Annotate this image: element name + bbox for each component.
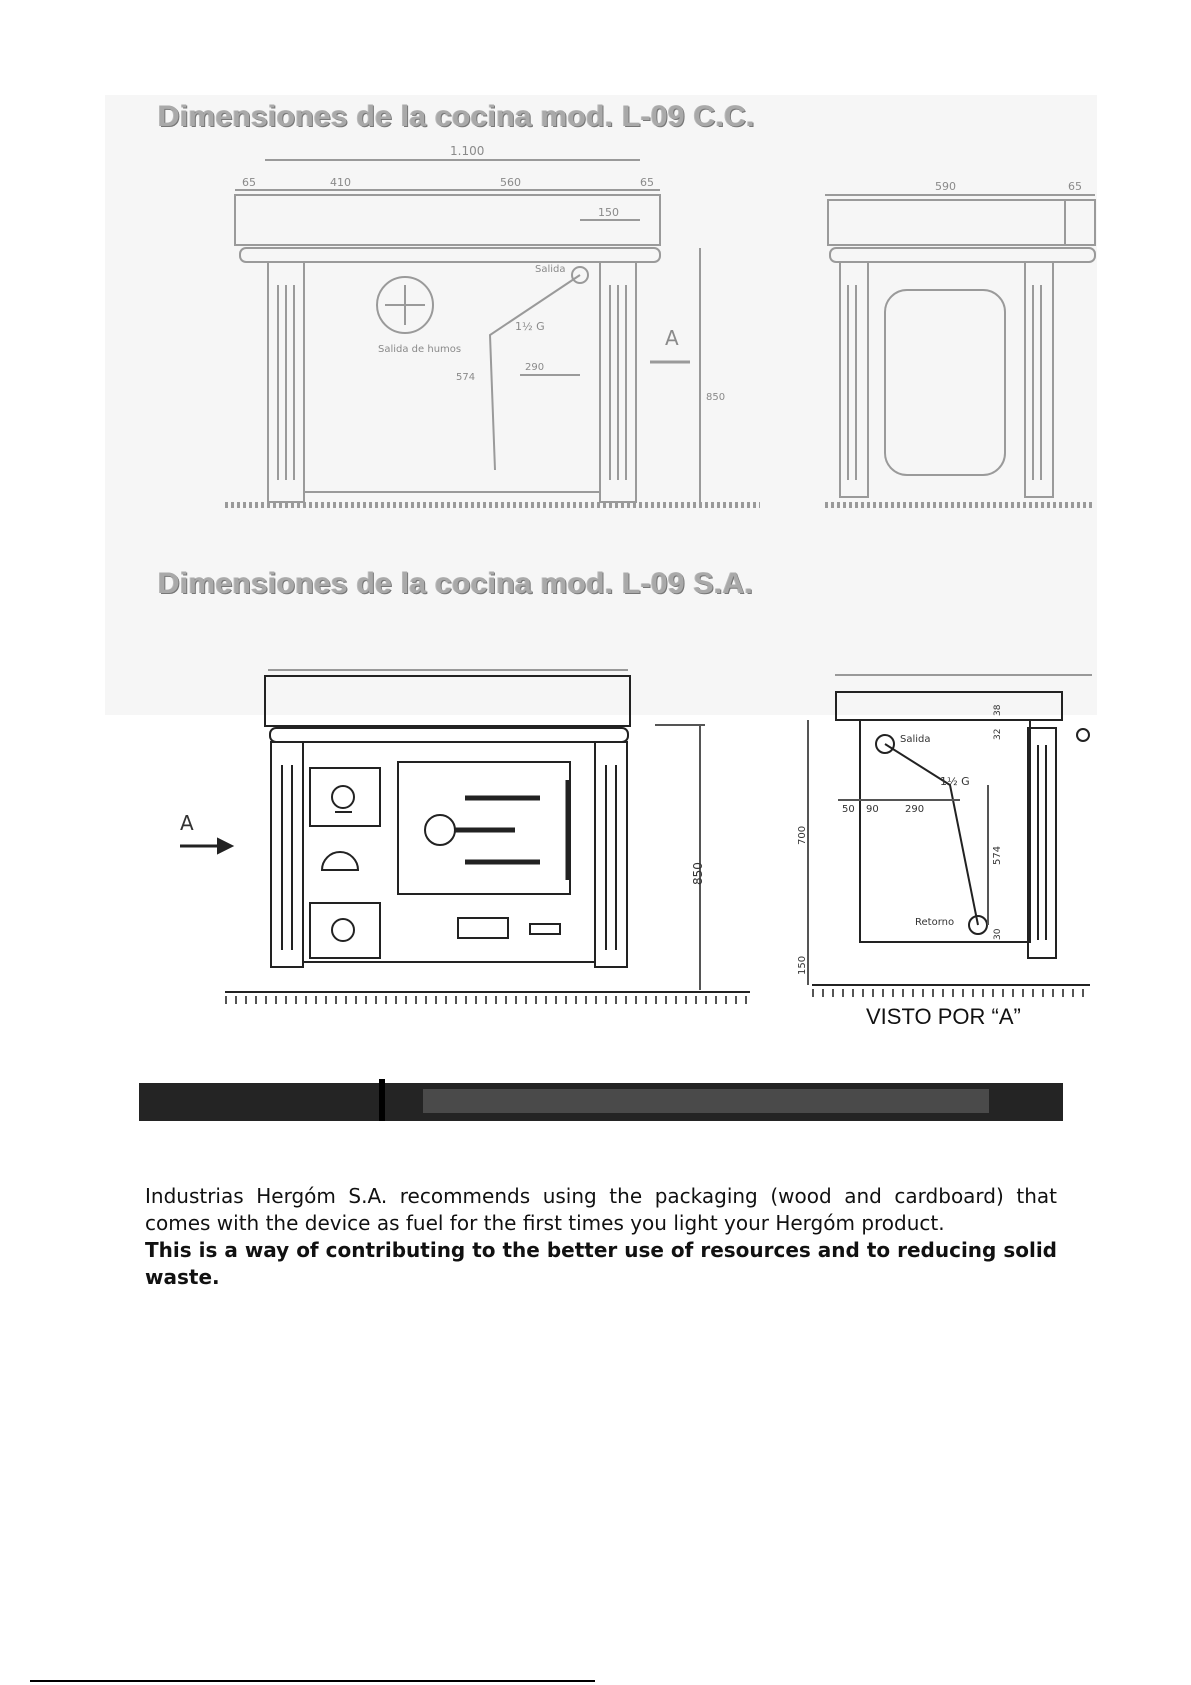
side-dim-depth: 590 xyxy=(935,180,956,193)
sa-dim-50: 50 xyxy=(842,804,855,815)
dim-return-offset: 290 xyxy=(525,362,545,373)
label-salida-de-humos: Salida de humos xyxy=(378,344,462,355)
dim-right-edge: 65 xyxy=(640,176,654,189)
sa-dim-150: 150 xyxy=(797,955,808,975)
sa-dim-total-height: 850 xyxy=(691,862,705,885)
sa-dim-32: 32 xyxy=(993,728,1003,740)
dim-left-edge: 65 xyxy=(242,176,256,189)
sa-dim-700: 700 xyxy=(797,825,808,845)
sa-dim-290: 290 xyxy=(905,804,925,815)
sa-dim-38: 38 xyxy=(993,704,1003,716)
recycling-emphasis: This is a way of contributing to the better use of resources and to reducing solid waste. xyxy=(145,1238,1057,1289)
sa-front-view xyxy=(180,670,750,1000)
dim-outlet-offset: 150 xyxy=(598,206,619,219)
section-banner xyxy=(139,1083,1063,1121)
arrow-a-label-sa: A xyxy=(180,811,194,835)
dim-pillar-height: 574 xyxy=(456,372,476,383)
dim-total-height: 850 xyxy=(706,392,726,403)
sa-label-salida: Salida xyxy=(900,734,931,745)
heading-model-sa: Dimensiones de la cocina mod. L-09 S.A. xyxy=(158,567,754,600)
sa-dim-90: 90 xyxy=(866,804,879,815)
banner-inner-bar xyxy=(423,1089,989,1113)
caption-visto-por-a: VISTO POR “A” xyxy=(866,1004,1021,1029)
sa-dim-30: 30 xyxy=(993,928,1003,940)
cc-side-view xyxy=(825,195,1095,505)
side-dim-edge: 65 xyxy=(1068,180,1082,193)
heading-model-cc: Dimensiones de la cocina mod. L-09 C.C. xyxy=(158,100,755,133)
label-salida: Salida xyxy=(535,264,566,275)
label-pipe: 1½ G xyxy=(515,320,545,333)
sa-side-view xyxy=(808,675,1092,993)
sa-label-pipe: 1½ G xyxy=(940,775,970,788)
dim-left-span: 410 xyxy=(330,176,351,189)
sa-side-labels xyxy=(797,704,1003,975)
recycling-body: Industrias Hergóm S.A. recommends using the packaging (wood and cardboard) that comes with the device as fuel for the first times you light your Hergóm product. xyxy=(145,1184,1057,1235)
dim-total-width: 1.100 xyxy=(450,144,485,158)
cc-front-labels xyxy=(242,144,725,403)
arrow-a-label: A xyxy=(665,326,679,350)
footer-rule xyxy=(30,1680,595,1682)
sa-label-retorno: Retorno xyxy=(915,917,955,928)
sa-dim-574: 574 xyxy=(992,845,1003,865)
recycling-notice xyxy=(145,1183,1057,1291)
cc-front-view xyxy=(225,160,760,505)
dim-right-span: 560 xyxy=(500,176,521,189)
banner-marker xyxy=(379,1079,385,1121)
